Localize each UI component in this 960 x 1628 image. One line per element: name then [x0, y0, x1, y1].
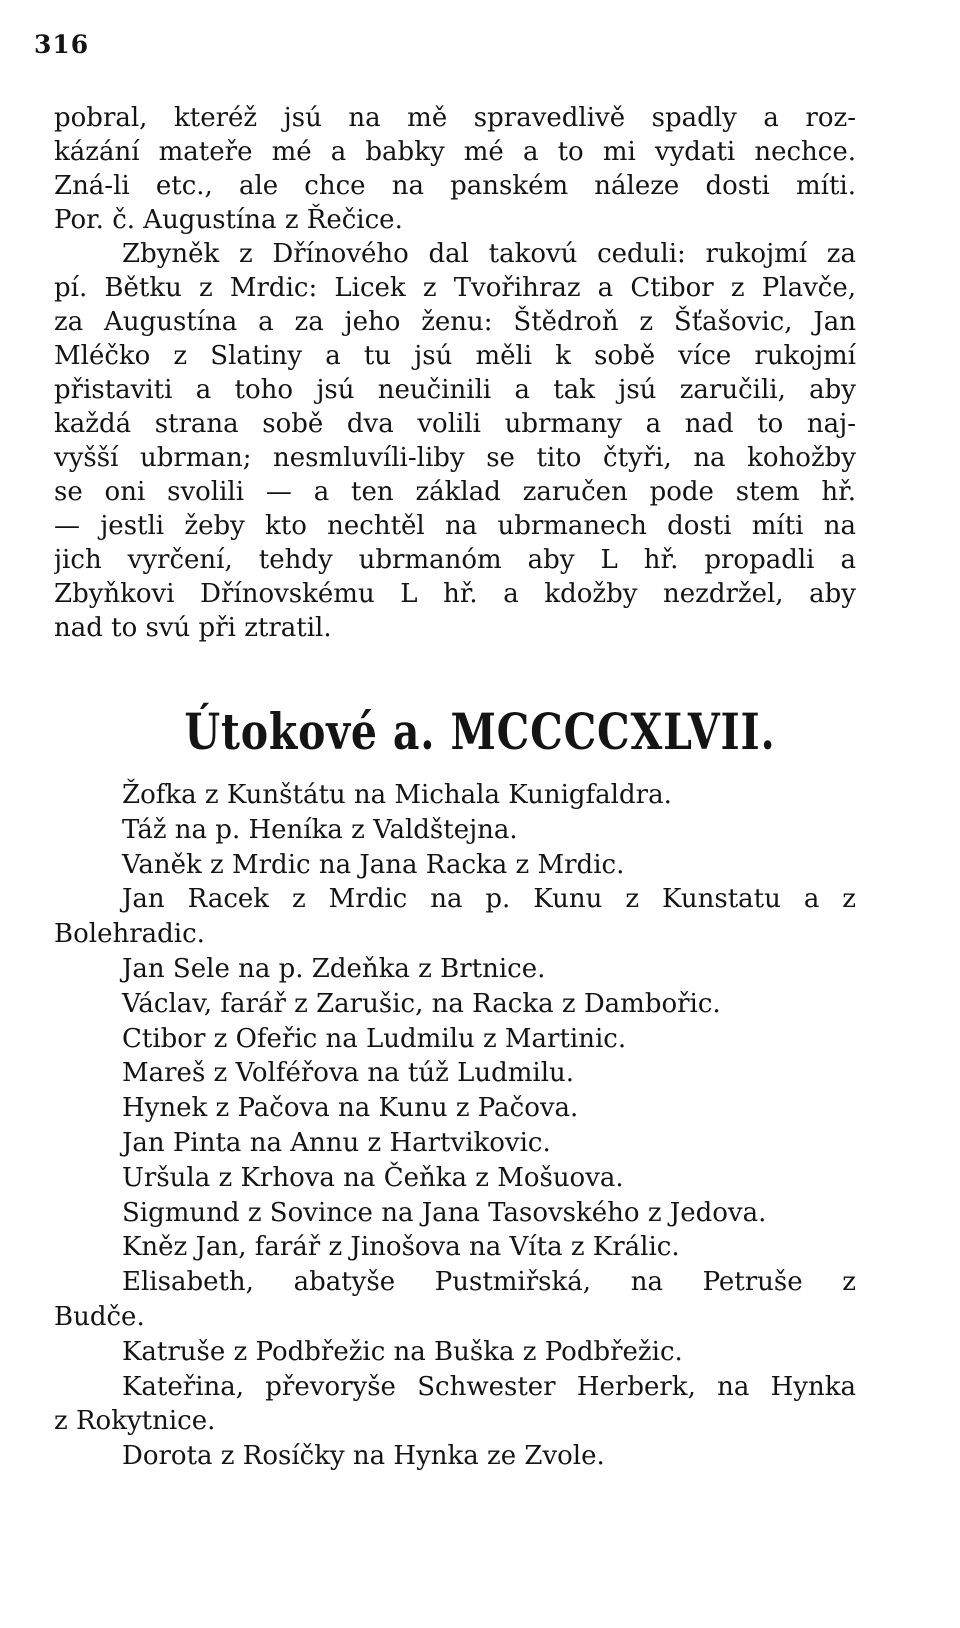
paragraph-line: — jestli žeby kto nechtěl na ubrmanech dosti míti na: [54, 511, 856, 541]
paragraph-line: Zbyněk z Dřínového dal takovú ceduli: rukojmí za: [122, 239, 856, 269]
paragraph-line: vyšší ubrman; nesmluvíli-liby se tito čtyři, na kohožby: [54, 443, 856, 473]
section-heading: Útokové a. MCCCCXLVII.: [184, 702, 776, 761]
list-item: Jan Racek z Mrdic na p. Kunu z Kunstatu a z: [122, 884, 856, 915]
paragraph-line: pí. Bětku z Mrdic: Licek z Tvořihraz a Ctibor z Plavče,: [54, 273, 856, 303]
paragraph-line: každá strana sobě dva volili ubrmany a nad to naj-: [54, 409, 856, 439]
list-item: Táž na p. Heníka z Valdštejna.: [122, 814, 518, 845]
list-item: Václav, farář z Zarušic, na Racka z Dambořic.: [122, 988, 721, 1019]
paragraph-line: se oni svolili — a ten základ zaručen pode stem hř.: [54, 477, 856, 507]
list-item: Bolehradic.: [54, 919, 205, 950]
list-item: Elisabeth, abatyše Pustmiřská, na Petruše z: [122, 1267, 856, 1298]
entry-list: [54, 778, 856, 1474]
list-item: Uršula z Krhova na Čeňka z Mošuova.: [122, 1162, 624, 1193]
paragraph-line: Zná-li etc., ale chce na panském náleze dosti míti.: [54, 171, 856, 201]
list-item: Katruše z Podbřežic na Buška z Podbřežic.: [122, 1336, 683, 1367]
list-item: Sigmund z Sovince na Jana Tasovského z Jedova.: [122, 1197, 767, 1228]
paragraph-line: přistaviti a toho jsú neučinili a tak jsú zaručili, aby: [54, 375, 856, 405]
list-item: Jan Pinta na Annu z Hartvikovic.: [122, 1127, 551, 1158]
paragraph-line: pobral, kteréž jsú na mě spravedlivě spadly a roz-: [54, 103, 856, 133]
paragraph-line: nad to svú při ztratil.: [54, 613, 332, 643]
paragraph-line: Mléčko z Slatiny a tu jsú měli k sobě více rukojmí: [54, 341, 856, 371]
list-item: Ctibor z Ofeřic na Ludmilu z Martinic.: [122, 1023, 627, 1054]
list-item: Kněz Jan, farář z Jinošova na Víta z Králic.: [122, 1232, 680, 1263]
list-item: Jan Sele na p. Zdeňka z Brtnice.: [122, 953, 546, 984]
paragraph-line: kázání mateře mé a babky mé a to mi vydati nechce.: [54, 137, 856, 167]
list-item: Kateřina, převoryše Schwester Herberk, na Hynka: [122, 1371, 856, 1402]
list-item: Budče.: [54, 1301, 145, 1332]
list-item: Dorota z Rosíčky na Hynka ze Zvole.: [122, 1441, 605, 1472]
paragraph-line: za Augustína a za jeho ženu: Štědroň z Šťašovic, Jan: [54, 307, 856, 337]
page-number: 316: [34, 30, 90, 59]
main-paragraph: [54, 101, 856, 645]
list-item: Hynek z Pačova na Kunu z Pačova.: [122, 1093, 579, 1124]
list-item: Vaněk z Mrdic na Jana Racka z Mrdic.: [122, 849, 625, 880]
paragraph-line: Por. č. Augustína z Řečice.: [54, 205, 403, 235]
list-item: Mareš z Volféřova na túž Ludmilu.: [122, 1058, 575, 1089]
list-item: z Rokytnice.: [54, 1406, 216, 1437]
paragraph-line: jich vyrčení, tehdy ubrmanóm aby L hř. propadli a: [54, 545, 856, 575]
paragraph-line: Zbyňkovi Dřínovskému L hř. a kdožby nezdržel, aby: [54, 579, 856, 609]
list-item: Žofka z Kunštátu na Michala Kunigfaldra.: [122, 780, 672, 810]
